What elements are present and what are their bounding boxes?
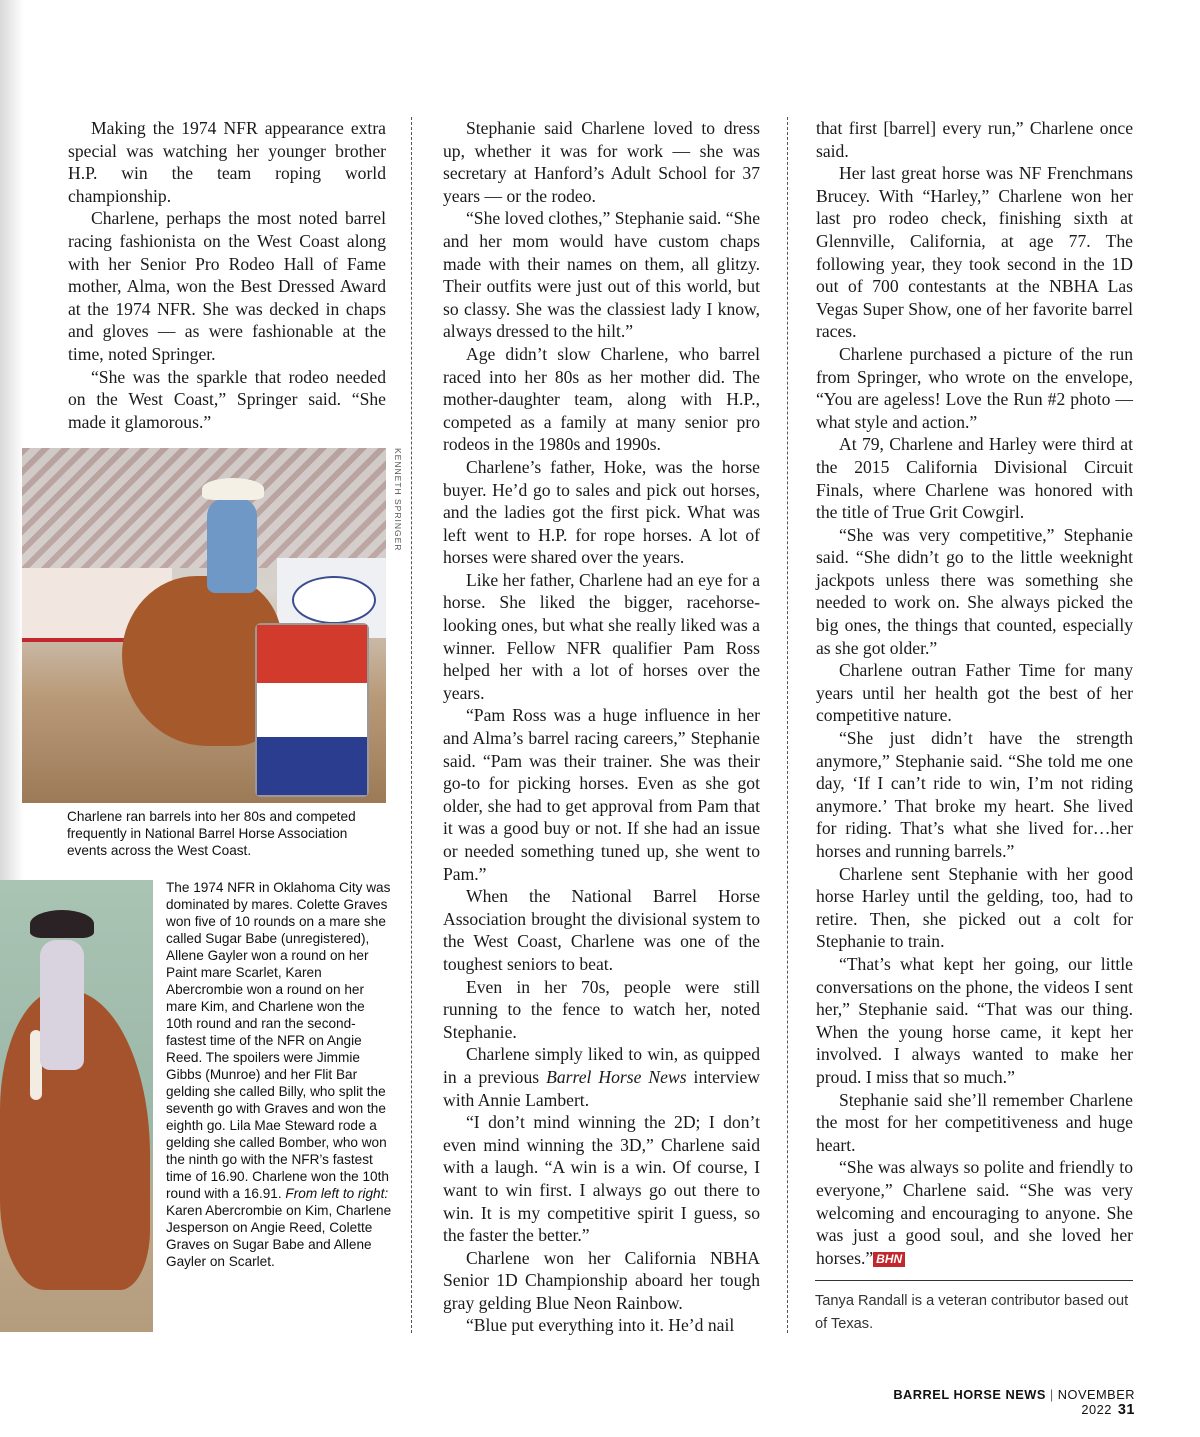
paragraph: Her last great horse was NF Frenchmans Brucey. With “Harley,” Charlene won her last pro rodeo check, finishing sixth at Glennville, California, at age 77. The following year, they took second in the 1D out of 700 contestants at the NBHA Las Vegas Super Show, one of her favorite barrel races.: [816, 163, 1133, 342]
paragraph: [816, 1156, 1133, 1269]
paragraph: “Pam Ross was a huge influence in her and Alma’s barrel racing careers,” Stephanie said. “Pam was their trainer. She was their go-to for picking horses. Even as she got older, she had to get approval from Pam that it was a good buy or not. If she had an issue or needed something tuned up, she went to Pam.”: [443, 705, 760, 884]
barrel-band: [257, 737, 367, 795]
paragraph: Charlene, perhaps the most noted barrel racing fashionista on the West Coast along with her Senior Pro Rodeo Hall of Fame mother, Alma, won the Best Dressed Award at the 1974 NFR. She was decked in chaps and gloves — as were fashionable at the time, noted Springer.: [68, 208, 386, 364]
bhn-end-mark-icon: BHN: [873, 1252, 905, 1267]
paragraph: “Blue put everything into it. He’d nail: [466, 1315, 735, 1336]
paragraph: that first [barrel] every run,” Charlene once said.: [816, 118, 1133, 161]
barrel-band: [257, 625, 367, 683]
paragraph: “I don’t mind winning the 2D; I don’t even mind winning the 3D,” Charlene said with a laugh. “A win is a win. Of course, I want to win first. I always go out there to win. It is my competitive spirit I guess, so the faster the better.”: [443, 1112, 760, 1246]
page-edge-shadow: [0, 0, 24, 880]
caption-text: The 1974 NFR in Oklahoma City was dominated by mares. Colette Graves won five of 10 rounds on a mare she called Sugar Babe (unregistered), Allene Gayler won a round on her Paint mare Scarlet, Karen Abercrombie won a round on her mare Kim, and Charlene won the 10th round and ran the second-fastest time of the NFR on Angie Reed. The spoilers were Jimmie Gibbs (Munroe) and her Flit Bar gelding she called Billy, who split the seventh go with Graves and won the eighth go. Lila Mae Steward rode a gelding she called Bomber, who won the ninth go with the NFR’s fastest time of 16.90. Charlene won the 10th round with a 16.91.: [166, 880, 391, 1201]
cowboy-hat-icon: [202, 478, 264, 500]
paragraph-text: interview with Annie Lambert.: [443, 1066, 760, 1110]
author-byline: Tanya Randall is a veteran contributor based out of Texas.: [815, 1293, 1129, 1332]
paragraph: Charlene sent Stephanie with her good horse Harley until the gelding, too, had to retire. Then, she picked out a colt for Stephanie to train.: [816, 863, 1133, 952]
paragraph: “That’s what kept her going, our little conversations on the phone, the videos I sent her,” Stephanie said. “That was our thing. When the young horse came, it kept her involved. I always wanted to make her proud. I miss that so much.”: [816, 953, 1133, 1087]
page-number: 31: [1117, 1402, 1135, 1418]
magazine-name: BARREL HORSE NEWS: [893, 1387, 1046, 1402]
caption-names: Karen Abercrombie on Kim, Charlene Jesperson on Angie Reed, Colette Graves on Sugar Babe and Allene Gayler on Scarlet.: [166, 1203, 392, 1269]
column-divider: [787, 117, 788, 1333]
paragraph: “She loved clothes,” Stephanie said. “She and her mom would have custom chaps made with their names on them, all glitzy. Their outfits were just out of this world, but so classy. She was the classiest lady I know, always dressed to the hilt.”: [443, 208, 760, 342]
paragraph-text: Charlene simply liked to win, as quipped in a previous: [443, 1044, 760, 1087]
photo-credit: KENNETH SPRINGER: [393, 448, 403, 552]
horse-logo-icon: [292, 576, 376, 624]
paragraph: Like her father, Charlene had an eye for a horse. She liked the bigger, racehorse-looking ones, but what she really liked was a winner. Fellow NFR qualifier Pam Ross helped her with a lot of horses over the years.: [443, 569, 760, 703]
footer-separator: |: [1049, 1387, 1054, 1402]
paragraph-text: “She was always so polite and friendly to everyone,” Charlene said. “She was very welcoming and encouraging to anyone. She was just a good soul, and she loved her horses.”: [816, 1157, 1133, 1268]
paragraph: Making the 1974 NFR appearance extra special was watching her younger brother H.P. win the team roping world championship.: [68, 118, 386, 206]
column-divider: [411, 117, 412, 1333]
paragraph: Charlene outran Father Time for many years until her health got the best of her competitive nature.: [816, 660, 1133, 726]
byline-divider: [815, 1280, 1133, 1281]
paragraph: Even in her 70s, people were still running to the fence to watch her, noted Stephanie.: [443, 976, 760, 1042]
page-footer: [840, 1387, 1135, 1418]
paragraph: [443, 1043, 760, 1111]
vintage-rider-photo: [0, 880, 153, 1332]
paragraph: “She was very competitive,” Stephanie said. “She didn’t go to the little weeknight jackpots unless there was something she needed to work on. She always picked the big ones, the things that counted, especially as she got older.”: [816, 524, 1133, 658]
publication-title: Barrel Horse News: [546, 1066, 687, 1087]
rider-figure: [207, 498, 257, 593]
paragraph: Age didn’t slow Charlene, who barrel raced into her 80s as her mother did. The mother-daughter team, along with H.P., competed as a family at many senior pro rodeos in the 1980s and 1990s.: [443, 343, 760, 455]
paragraph: When the National Barrel Horse Association brought the divisional system to the West Coast, Charlene was one of the toughest seniors to beat.: [443, 886, 760, 974]
cowboy-hat-icon: [30, 910, 94, 938]
photo-caption: Charlene ran barrels into her 80s and competed frequently in National Barrel Horse Association events across the West Coast.: [67, 809, 356, 858]
paragraph: Stephanie said she’ll remember Charlene the most for her competitiveness and huge heart.: [816, 1089, 1133, 1155]
barrel-figure: [255, 623, 369, 797]
issue-date: NOVEMBER 2022: [1057, 1387, 1135, 1417]
article-column-3: [816, 117, 1133, 1269]
barrel-racing-photo: [22, 448, 386, 803]
article-column-1: [68, 117, 386, 433]
paragraph: Charlene’s father, Hoke, was the horse buyer. He’d go to sales and pick out horses, and the ladies got the first pick. What was left went to H.P. for rope horses. A lot of horses were shared over the years.: [443, 456, 760, 568]
paragraph: Charlene purchased a picture of the run from Springer, who wrote on the envelope, “You are ageless! Love the Run #2 photo — what style and action.”: [816, 343, 1133, 432]
paragraph: At 79, Charlene and Harley were third at the 2015 California Divisional Circuit Finals, where Charlene was honored with the title of True Grit Cowgirl.: [816, 434, 1133, 523]
rider-figure: [40, 940, 84, 1070]
arena-stands: [22, 448, 386, 568]
paragraph: “She just didn’t have the strength anymore,” Stephanie said. “She told me one day, ‘If I can’t ride to win, I’m not riding anymore.’ That broke my heart. She lived for riding. That’s what she lived for…her horses and running barrels.”: [816, 728, 1133, 861]
caption-lead: From left to right:: [285, 1186, 389, 1201]
photo-caption: [166, 879, 394, 1270]
article-column-2: [443, 117, 760, 1337]
paragraph: Charlene won her California NBHA Senior 1D Championship aboard her tough gray gelding Blue Neon Rainbow.: [443, 1247, 760, 1313]
paragraph: “She was the sparkle that rodeo needed on the West Coast,” Springer said. “She made it glamorous.”: [68, 366, 386, 432]
paragraph: Stephanie said Charlene loved to dress up, whether it was for work — she was secretary at Hanford’s Adult School for 37 years — or the rodeo.: [443, 118, 760, 206]
